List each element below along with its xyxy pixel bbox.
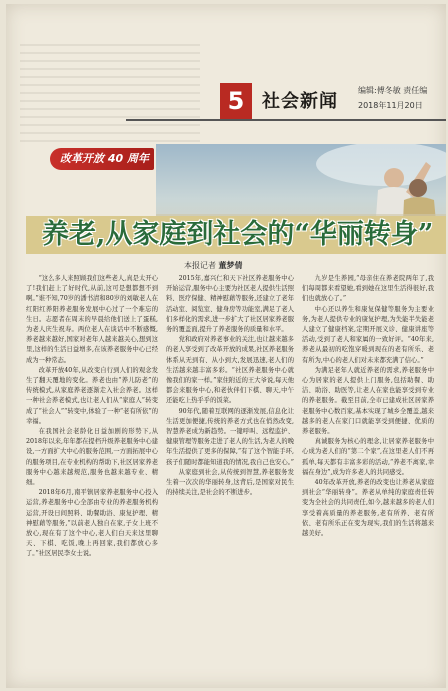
paragraph: 40年改革开放,养老的改变也让养老从家庭到社会“华丽转身”。养老从单纯的家庭责任转变为全社会的共同责任,如今,越来越多的老人们享受着高质量的养老服务,老有所养、老有所依、老有所乐正在变为现实,我们的生活将越来越美好。 — [302, 479, 434, 538]
byline — [184, 260, 243, 271]
page-number-badge: 5 — [220, 83, 252, 119]
paragraph: 为满足老年人就近养老的需求,养老服务中心为居家的老人提供上门服务,包括助餐、助洁、助浴、助医等,让老人在家也能享受到专业的养老服务。截至目前,全市已建成社区居家养老服务中心数百家,基本实现了城乡全覆盖,越来越多的老人在家门口就能享受到便捷、优质的养老服务。 — [302, 366, 434, 436]
article-column-2 — [166, 274, 294, 684]
byline-prefix: 本报记者 — [184, 261, 216, 270]
paragraph: 从家庭到社会,从传统到智慧,养老服务发生着一次次的华丽转身,这背后,是国家对民生的持续关注,是社会的不断进步。 — [166, 468, 294, 497]
paragraph: 2015年,嘉兴仁和天下社区养老服务中心开始运营,服务中心主要为社区老人提供生活照料、医疗保健、精神慰藉等服务,还建立了老年活动室、阅览室、健身房等功能室,满足了老人们多样化的需求,进一步扩大了社区居家养老服务的覆盖面,提升了养老服务的质量和水平。 — [166, 275, 294, 334]
byline-author: 董梦倩 — [218, 261, 243, 270]
faded-background-text — [20, 44, 200, 144]
article-column-1 — [26, 274, 158, 684]
paragraph: 九岁是生养园,“母亲住在养老院两年了,我们每周都来看望她,看到她在这里生活得很好,我们也就放心了。” — [302, 275, 434, 303]
publication-date: 2018年11月20日 — [358, 101, 423, 110]
paragraph: 90年代,随着互联网的逐渐发展,信息化让生活更加便捷,传统的养老方式也在悄然改变,智慧养老成为新趋势。一键呼叫、远程监护、健康管理等服务走进了老人的生活,为老人的晚年生活提供了更多的保障,“有了这个智能手环,孩子们随时都能知道我的情况,我自己也安心。” — [166, 407, 294, 466]
header-divider — [126, 119, 446, 121]
newspaper-page — [6, 4, 446, 688]
anniversary-banner — [50, 148, 154, 170]
paragraph: 在我国社会老龄化日益加剧的形势下,从2018年以来,年年都在提档升级养老服务中心建设,一方面扩大中心的服务范围,一方面拓展中心的服务项目,在专业机构的帮助下,社区居家养老服务中心越来越规范,服务也越来越专业、精细。 — [26, 428, 158, 487]
banner-label: 改革开放 40 周年 — [60, 152, 149, 165]
paragraph: 改革开放40年,从改变自行到人们的观念发生了翻天覆地的变化。养老也由“养儿防老”的传统模式,从家庭养老逐渐走入社会养老。这样一种社会养老模式,也让老人们从“家庭人”转变成了“社会人”“转变中,体验了一种“老有所依”的幸福。 — [26, 366, 158, 425]
paragraph: 真诚服务为核心的理念,让居家养老服务中心成为老人们的“第二个家”,在这里老人们不再孤单,每天都有丰富多彩的活动,“养老不离家,幸福在身边”,成为许多老人的共同感受。 — [302, 438, 434, 476]
paragraph: “这么多人来照顾我们这些老人,真是太开心了!我们赶上了好时代,从前,这可是想都想不到啊。”谁不知,70岁的潘书清和80岁的刘敏老人在红阳红养阳养老服务发展中心过了一个难忘的生日。志愿者在周末的早晨给他们送上了蛋糕,为老人庆生祝寿。两位老人在谈话中不断感慨,养老越来越好,国家对老年人越来越关心,想到这里,这样的生活日益增多,在该养老服务中心已经成为一种常态。 — [26, 275, 158, 364]
section-title: 社会新闻 — [262, 91, 338, 112]
paragraph: 党和政府对养老事业的关注,也让越来越多的老人享受到了改革开放的成果,社区养老服务体系从无到有、从小到大,发展迅速,老人们的生活越来越丰富多彩。“社区养老服务中心就像我们的家一样。”家住附近的王大爷说,每天他都会来服务中心,和老伙伴们下棋、聊天,中午还能吃上热乎乎的饭菜。 — [166, 336, 294, 405]
article-column-3 — [302, 274, 434, 684]
article-headline: 养老,从家庭到社会的“华丽转身” — [42, 219, 434, 250]
paragraph: 中心还以养生和康复保健等服务为主要业务,为老人提供专业的康复护理,为失能半失能老人建立了健康档案,定期开展义诊、健康讲座等活动,受到了老人和家属的一致好评。“40年来,养老从最初的吃饱穿暖到现在的老有所乐、老有所为,中心的老人们对未来都充满了信心。” — [302, 305, 434, 364]
paragraph: 2018年6月,南平镇居家养老服务中心投入运营,养老服务中心全部由专业的养老服务机构运营,开设日间照料、助餐助浴、康复护理、精神慰藉等服务,“以前老人独自在家,子女上班不放心,现在有了这个中心,老人们白天来这里聊天、下棋、吃饭,晚上再回家,我们都放心多了。”社区居民李女士说。 — [26, 489, 158, 558]
editor-info: 编辑:傅冬敏 责任编 — [358, 86, 428, 95]
